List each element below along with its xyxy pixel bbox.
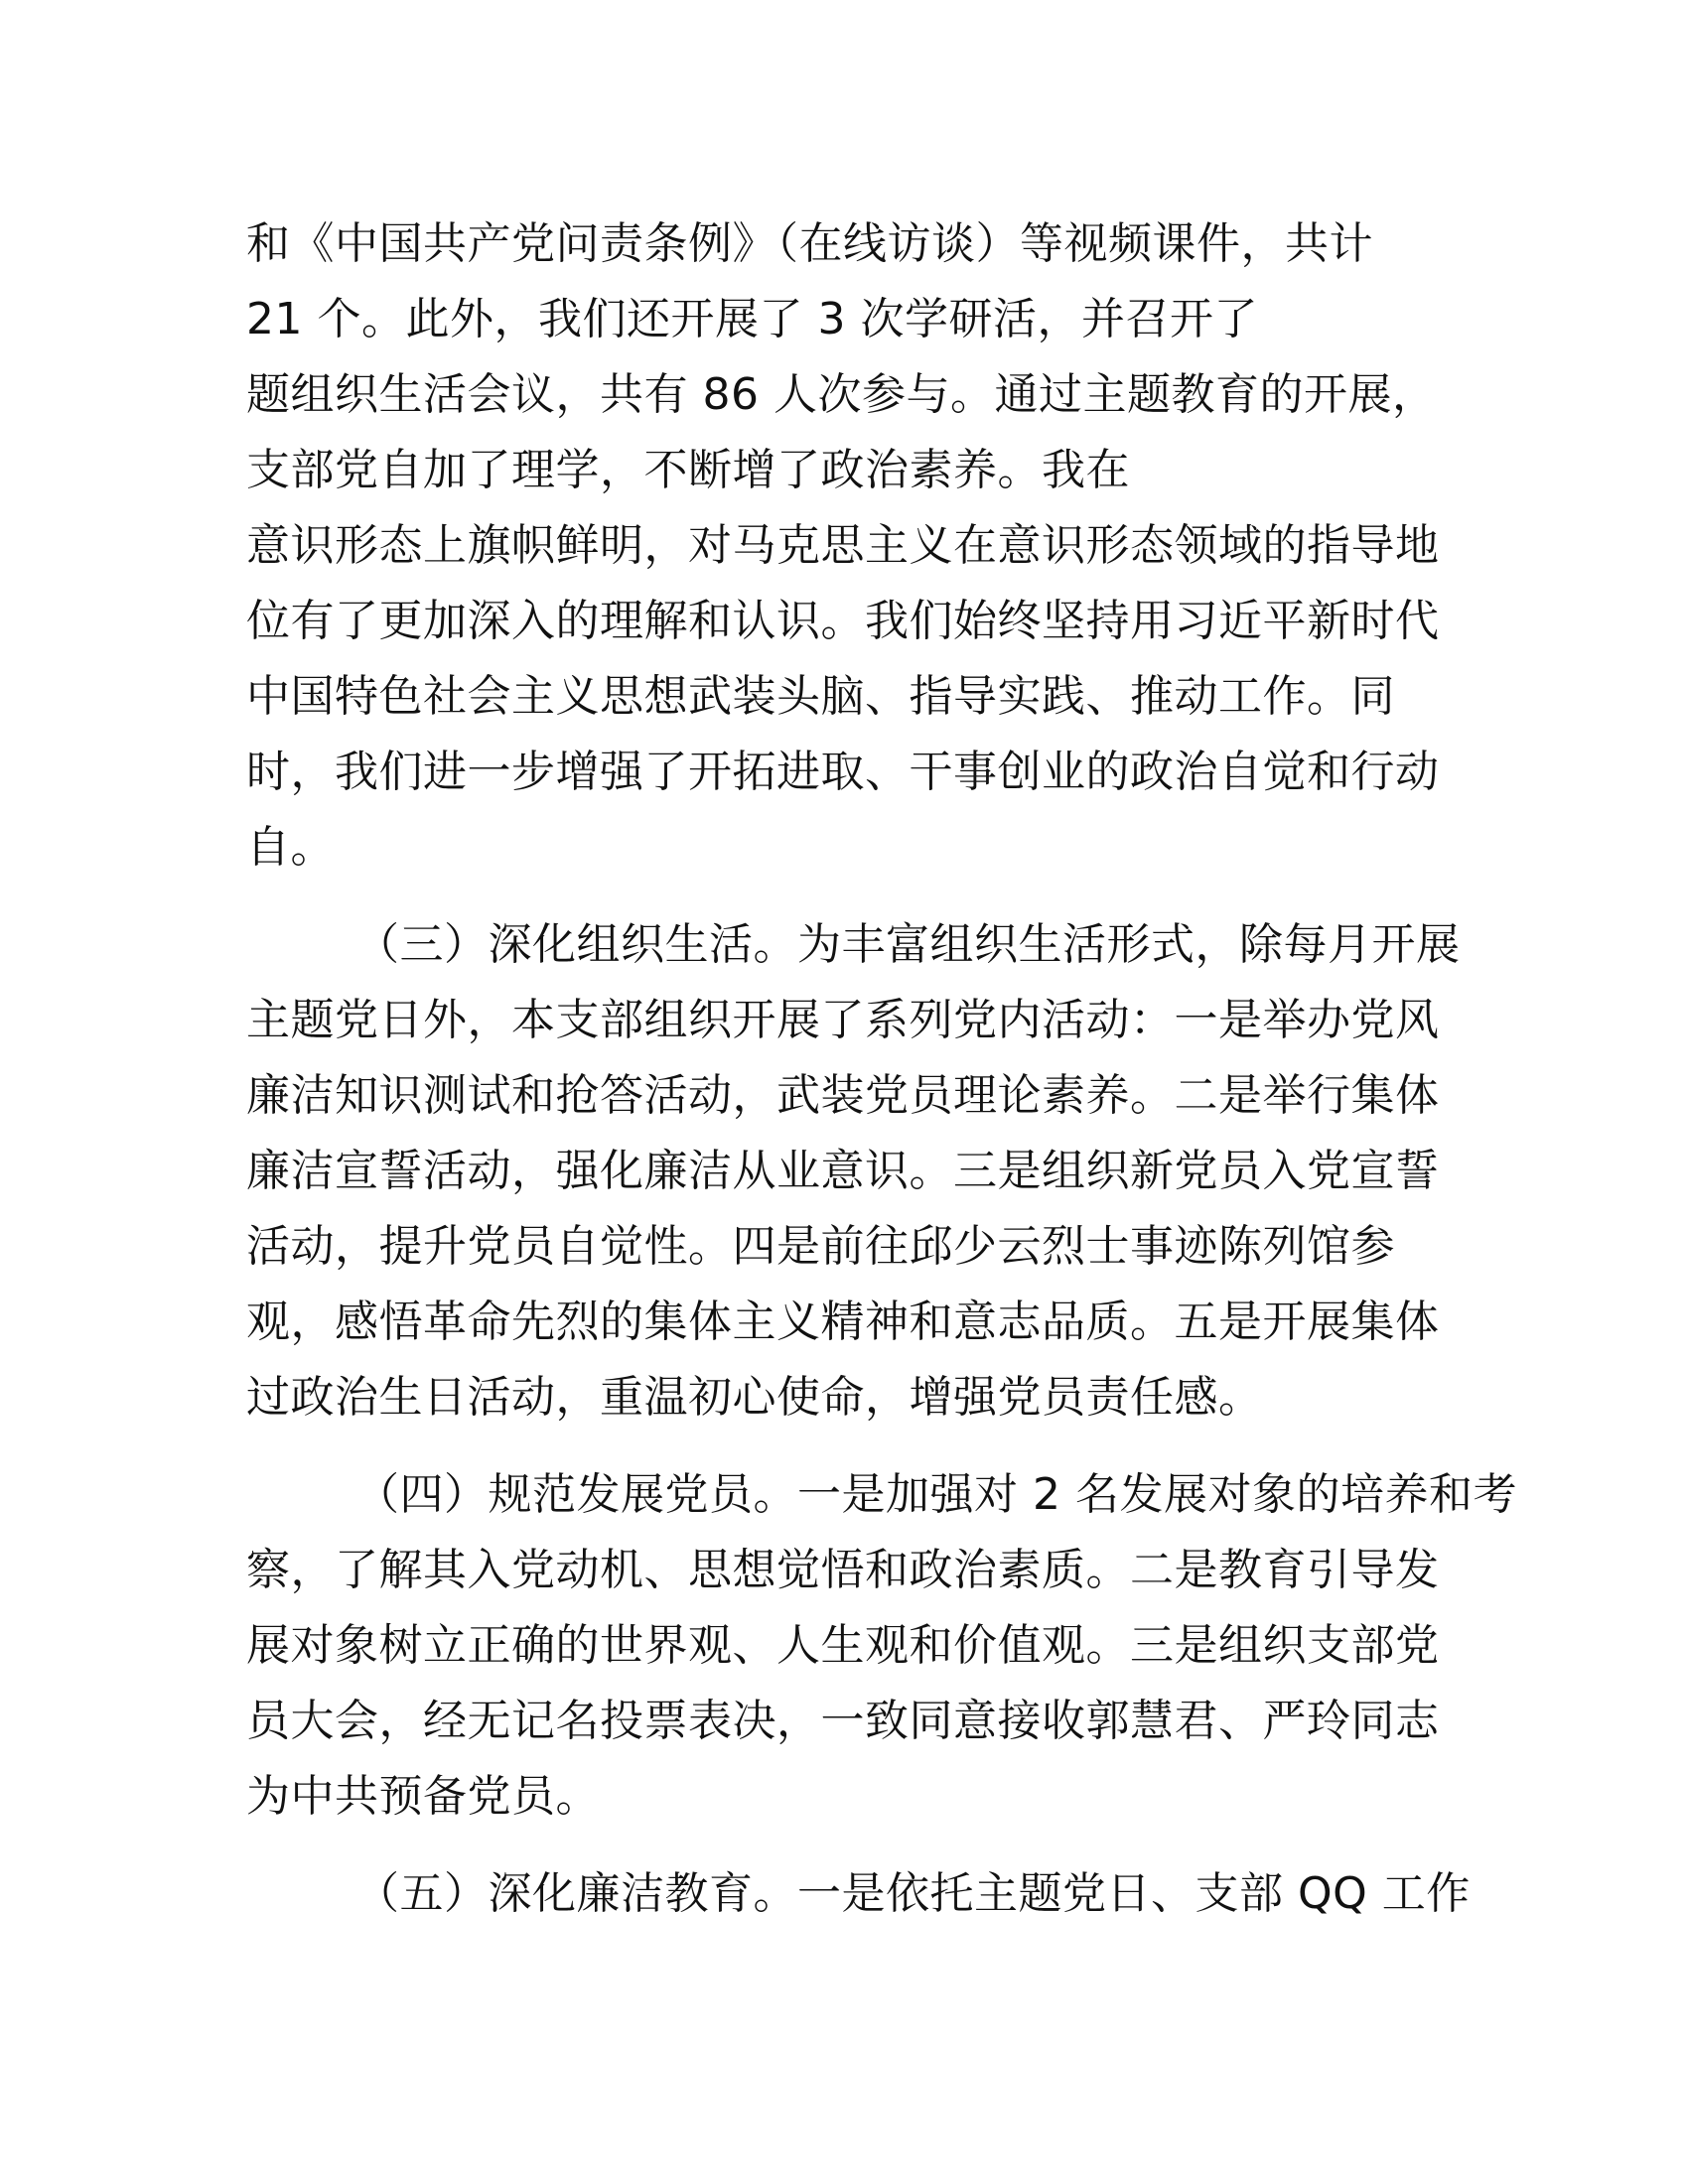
text-line: 时，我们进一步增强了开拓进取、干事创业的政治自觉和行动 bbox=[246, 747, 1440, 797]
text-line: 员大会，经无记名投票表决，一致同意接收郭慧君、严玲同志 bbox=[246, 1696, 1440, 1746]
text-line: 廉洁知识测试和抢答活动，武装党员理论素养。二是举行集体 bbox=[246, 1070, 1440, 1121]
text-line: 意识形态上旗帜鲜明，对马克思主义在意识形态领域的指导地 bbox=[246, 520, 1440, 571]
text-line: 主题党日外，本支部组织开展了系列党内活动：一是举办党风 bbox=[246, 995, 1440, 1045]
paragraph-heading-3: （三）深化组织生活。为丰富组织生活形式，除每月开展 bbox=[355, 919, 1461, 970]
text-line: 位有了更加深入的理解和认识。我们始终坚持用习近平新时代 bbox=[246, 596, 1440, 646]
paragraph-heading-5: （五）深化廉洁教育。一是依托主题党日、支部 QQ 工作 bbox=[355, 1868, 1471, 1919]
text-line: 察，了解其入党动机、思想觉悟和政治素质。二是教育引导发 bbox=[246, 1545, 1440, 1595]
text-line: 展对象树立正确的世界观、人生观和价值观。三是组织支部党 bbox=[246, 1620, 1440, 1671]
text-line: 为中共预备党员。 bbox=[246, 1771, 600, 1822]
text-line: 和《中国共产党问责条例》（在线访谈）等视频课件，共计 bbox=[246, 218, 1373, 269]
text-line: 支部党自加了理学，不断增了政治素养。我在 bbox=[246, 445, 1130, 495]
text-line: 21 个。此外，我们还开展了 3 次学研活，并召开了 bbox=[246, 294, 1258, 344]
text-line: 题组织生活会议，共有 86 人次参与。通过主题教育的开展， bbox=[246, 369, 1437, 420]
text-line: 活动，提升党员自觉性。四是前往邱少云烈士事迹陈列馆参 bbox=[246, 1221, 1395, 1272]
paragraph-heading-4: （四）规范发展党员。一是加强对 2 名发展对象的培养和考 bbox=[355, 1469, 1517, 1520]
text-line: 过政治生日活动，重温初心使命，增强党员责任感。 bbox=[246, 1372, 1263, 1423]
text-line: 中国特色社会主义思想武装头脑、指导实践、推动工作。同 bbox=[246, 671, 1395, 722]
text-line: 自。 bbox=[246, 822, 335, 873]
text-line: 观，感悟革命先烈的集体主义精神和意志品质。五是开展集体 bbox=[246, 1297, 1440, 1347]
text-line: 廉洁宣誓活动，强化廉洁从业意识。三是组织新党员入党宣誓 bbox=[246, 1146, 1440, 1196]
